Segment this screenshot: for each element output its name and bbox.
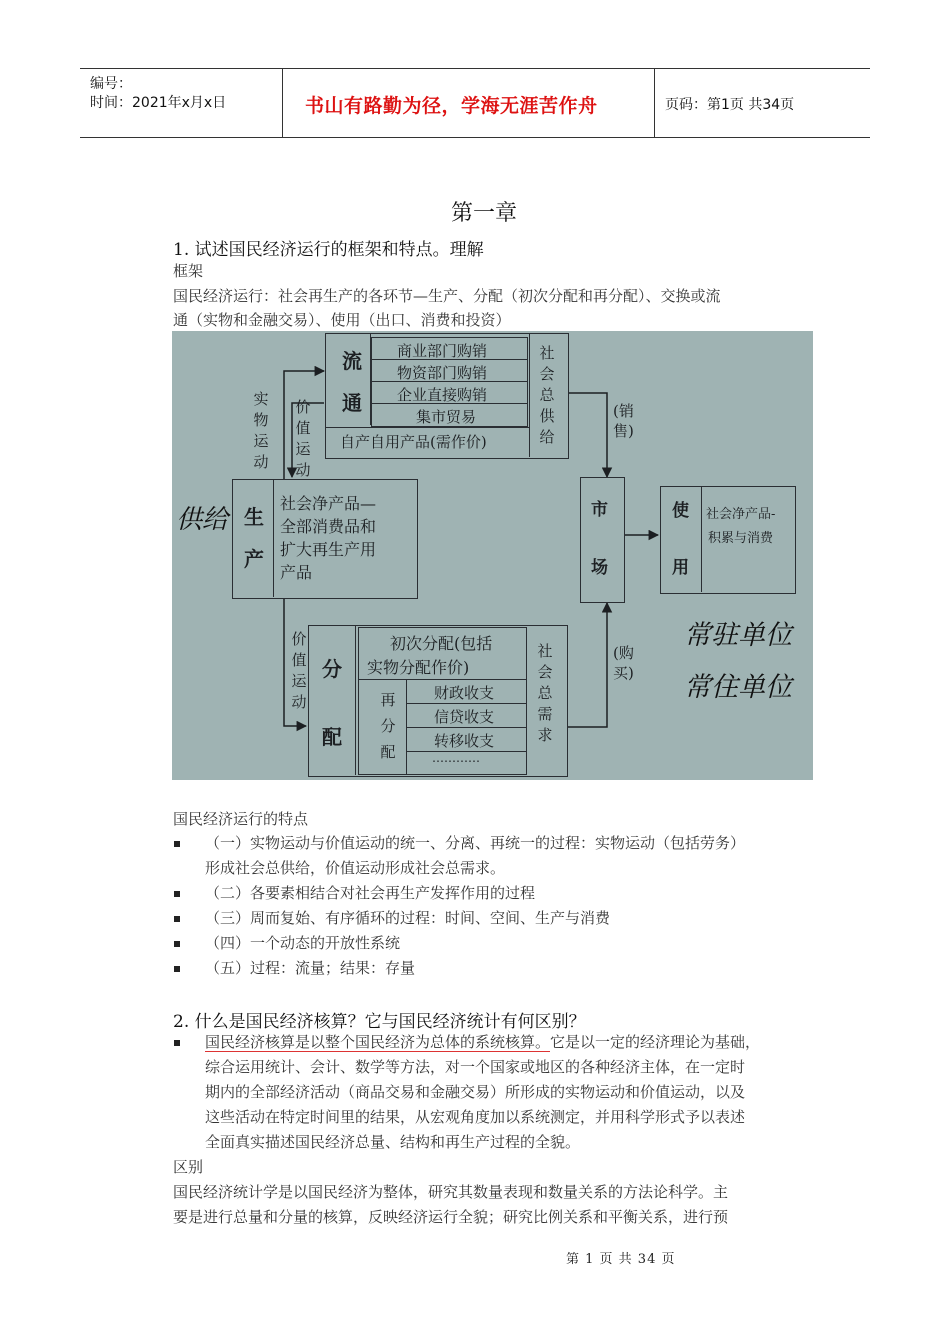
circulation-bottom: 自产自用产品(需作价): [340, 433, 487, 451]
difference-label: 区别: [173, 1158, 204, 1176]
use-line: 社会净产品-: [706, 507, 776, 522]
bullet: [174, 966, 180, 972]
buy-label: (购买): [613, 644, 634, 682]
redistribution-row: 财政收支: [434, 684, 495, 702]
header-right-cell: [655, 69, 870, 137]
circulation-title-1: 流: [342, 349, 362, 373]
distribution-title-1: 分: [322, 657, 342, 681]
production-line: 全部消费品和: [280, 517, 377, 536]
feature-item-4: （四）一个动态的开放性系统: [205, 934, 401, 952]
feature-item-5: （五）过程：流量；结果：存量: [205, 959, 416, 977]
circulation-row: 企业直接购销: [397, 386, 488, 404]
page-info: 页码：第1页 共34页: [665, 97, 795, 113]
redistribution-row: …………: [432, 751, 480, 765]
circulation-row: 物资部门购销: [397, 364, 488, 382]
row-divider: [358, 679, 527, 680]
economy-framework-diagram: [172, 331, 813, 780]
row-divider: [325, 427, 530, 428]
feature-item-3: （三）周而复始、有序循环的过程：时间、空间、生产与消费: [205, 909, 611, 927]
distribution-divider: [355, 625, 356, 775]
header-motto-cell: [283, 69, 655, 137]
production-title-1: 生: [244, 505, 264, 529]
row-divider: [406, 727, 527, 728]
production-line: 社会净产品—: [280, 494, 377, 513]
use-line: 积累与消费: [708, 531, 774, 546]
motto: 书山有路勤为径，学海无涯苦作舟: [305, 95, 598, 117]
row-divider: [406, 703, 527, 704]
redistribution-label: 再分配: [380, 691, 396, 761]
circulation-row: 集市贸易: [416, 408, 477, 426]
difference-line-1: 国民经济统计学是以国民经济为整体，研究其数量表现和数量关系的方法论科学。主: [173, 1183, 729, 1201]
definition-line: 综合运用统计、会计、数学等方法，对一个国家或地区的各种经济主体，在一定时: [205, 1058, 746, 1076]
intro-line-2: 通（实物和金融交易）、使用（出口、消费和投资）: [173, 311, 511, 329]
handwriting-supply: 供给: [176, 505, 229, 535]
value-movement-label-2: 价值运动: [291, 630, 307, 711]
bullet: [174, 941, 180, 947]
redistribution-row: 转移收支: [434, 732, 495, 750]
bullet: [174, 916, 180, 922]
intro-line-1: 国民经济运行：社会再生产的各环节—生产、分配（初次分配和再分配）、交换或流: [173, 287, 721, 305]
feature-item-2: （二）各要素相结合对社会再生产发挥作用的过程: [205, 884, 536, 902]
use-title-2: 用: [672, 558, 689, 578]
difference-line-2: 要是进行总量和分量的核算，反映经济运行全貌；研究比例关系和平衡关系，进行预: [173, 1208, 729, 1226]
definition-line-1: [205, 1030, 760, 1055]
production-line: 产品: [280, 563, 313, 582]
market-title-2: 场: [591, 558, 608, 578]
redistribution-row: 信贷收支: [434, 708, 495, 726]
production-divider: [273, 479, 274, 597]
feature-item-1-line-1: （一）实物运动与价值运动的统一、分离、再统一的过程：实物运动（包括劳务）: [205, 834, 746, 852]
definition-underlined: 国民经济核算是以整个国民经济为总体的系统核算。: [205, 1033, 551, 1051]
header-left-cell: [80, 69, 283, 137]
number-label: 编号：: [90, 76, 132, 92]
definition-line: 这些活动在特定时间里的结果，从宏观角度加以系统测定，并用科学形式予以表述: [205, 1108, 746, 1126]
bullet: [174, 841, 180, 847]
definition-line: 期内的全部经济活动（商品交易和金融交易）所形成的实物运动和价值运动，以及: [205, 1083, 746, 1101]
use-divider: [701, 486, 702, 592]
chapter-title: 第一章: [451, 201, 518, 226]
production-line: 扩大再生产用: [280, 540, 377, 559]
features-title: 国民经济运行的特点: [173, 810, 309, 828]
definition-line: 全面真实描述国民经济总量、结构和再生产过程的全貌。: [205, 1133, 581, 1151]
sell-label: (销售): [613, 402, 634, 440]
handwriting-resident-2: 常住单位: [684, 672, 792, 703]
production-title-2: 产: [244, 547, 264, 571]
side-divider: [529, 333, 530, 457]
total-supply-label: 社会总供给: [539, 344, 555, 446]
physical-movement-label: 实物运动: [253, 390, 269, 471]
time-label: 时间：2021年x月x日: [90, 95, 227, 111]
page-footer: 第 1 页 共 34 页: [566, 1252, 676, 1267]
handwriting-resident-1: 常驻单位: [684, 620, 792, 651]
question-1-title: 1. 试述国民经济运行的框架和特点。理解: [173, 240, 484, 260]
market-title-1: 市: [591, 500, 608, 520]
header-table: [80, 68, 870, 138]
definition-rest: 它是以一定的经济理论为基础，: [550, 1033, 761, 1051]
value-movement-label: 价值运动: [295, 398, 311, 479]
circulation-title-2: 通: [342, 391, 362, 415]
feature-item-1-line-2: 形成社会总供给，价值运动形成社会总需求。: [205, 859, 506, 877]
total-demand-label: 社会总需求: [537, 642, 553, 744]
bullet: [174, 891, 180, 897]
question-2-title: 2. 什么是国民经济核算？它与国民经济统计有何区别？: [173, 1012, 586, 1032]
use-title-1: 使: [672, 501, 689, 521]
distribution-title-2: 配: [322, 725, 342, 749]
primary-distribution-line: 初次分配(包括: [390, 634, 493, 653]
bullet: [174, 1040, 180, 1046]
framework-label: 框架: [173, 262, 204, 280]
primary-distribution-line: 实物分配作价): [367, 658, 470, 677]
circulation-row: 商业部门购销: [397, 342, 488, 360]
